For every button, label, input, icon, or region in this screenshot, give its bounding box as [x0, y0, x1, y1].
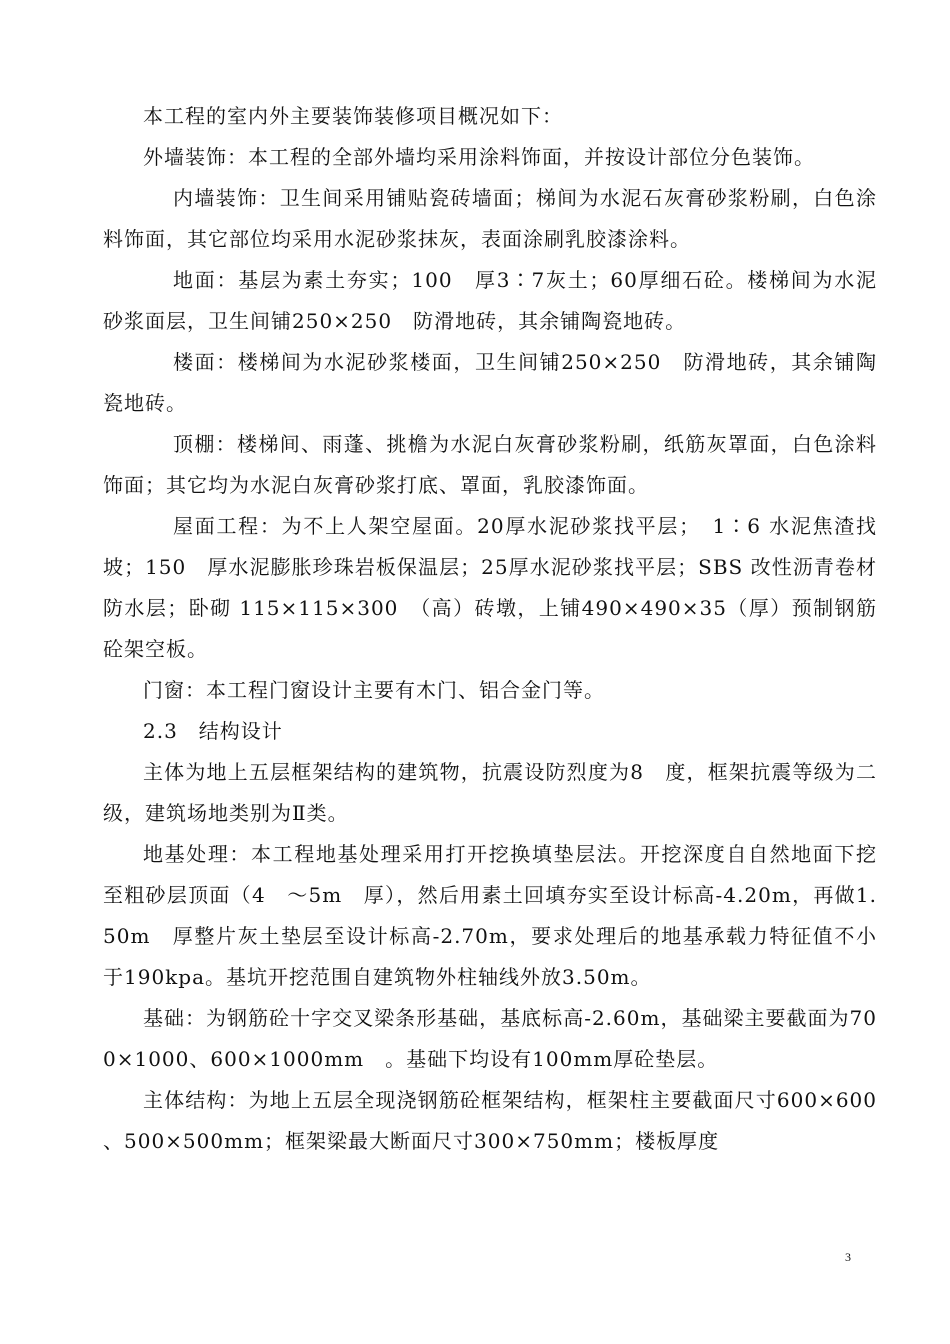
- paragraph-interior-wall: 内墙装饰：卫生间采用铺贴瓷砖墙面；梯间为水泥石灰膏砂浆粉刷，白色涂料饰面，其它部位均采用水泥砂浆抹灰，表面涂刷乳胶漆涂料。: [103, 186, 877, 251]
- paragraph-exterior-wall: 外墙装饰：本工程的全部外墙均采用涂料饰面，并按设计部位分色装饰。: [143, 145, 815, 169]
- paragraph-foundation: 基础：为钢筋砼十字交叉梁条形基础，基底标高-2.60m，基础梁主要截面为700×1000、600×1000mm 。基础下均设有100mm厚砼垫层。: [103, 1006, 877, 1071]
- page-number: 3: [845, 1250, 851, 1264]
- paragraph-roof: 屋面工程：为不上人架空屋面。20厚水泥砂浆找平层； 1∶6 水泥焦渣找坡；150 厚水泥膨胀珍珠岩板保温层；25厚水泥砂浆找平层；SBS 改性沥青卷材防水层；卧砌 115×115×300 （高）砖墩，上铺490×490×35（厚）预制钢筋砼架空板。: [103, 514, 877, 661]
- paragraph-main-structure: 主体为地上五层框架结构的建筑物，抗震设防烈度为8 度，框架抗震等级为二级，建筑场地类别为Ⅱ类。: [103, 760, 877, 825]
- paragraph-ceiling: 顶棚：楼梯间、雨蓬、挑檐为水泥白灰膏砂浆粉刷，纸筋灰罩面，白色涂料饰面；其它均为水泥白灰膏砂浆打底、罩面，乳胶漆饰面。: [103, 432, 877, 497]
- paragraph-doors-windows: 门窗：本工程门窗设计主要有木门、铝合金门等。: [143, 678, 605, 702]
- paragraph-ground: 地面：基层为素土夯实；100 厚3∶7灰土；60厚细石砼。楼梯间为水泥砂浆面层，卫生间铺250×250 防滑地砖，其余铺陶瓷地砖。: [103, 268, 877, 333]
- paragraph-floor: 楼面：楼梯间为水泥砂浆楼面，卫生间铺250×250 防滑地砖，其余铺陶瓷地砖。: [103, 350, 877, 415]
- paragraph-main-frame: 主体结构：为地上五层全现浇钢筋砼框架结构，框架柱主要截面尺寸600×600 、500×500mm；框架梁最大断面尺寸300×750mm；楼板厚度: [103, 1088, 898, 1153]
- paragraph-foundation-treatment: 地基处理：本工程地基处理采用打开挖换填垫层法。开挖深度自自然地面下挖至粗砂层顶面（4 ～5m 厚），然后用素土回填夯实至设计标高-4.20m，再做1.50m 厚整片灰土垫层至设计标高-2.70m，要求处理后的地基承载力特征值不小于190kpa。基坑开挖范围自建筑物外柱轴线外放3.50m。: [103, 842, 877, 989]
- paragraph-decoration-overview: 本工程的室内外主要装饰装修项目概况如下：: [143, 104, 563, 128]
- document-body: [103, 96, 898, 1162]
- section-heading-structure: 2.3 结构设计: [143, 719, 283, 743]
